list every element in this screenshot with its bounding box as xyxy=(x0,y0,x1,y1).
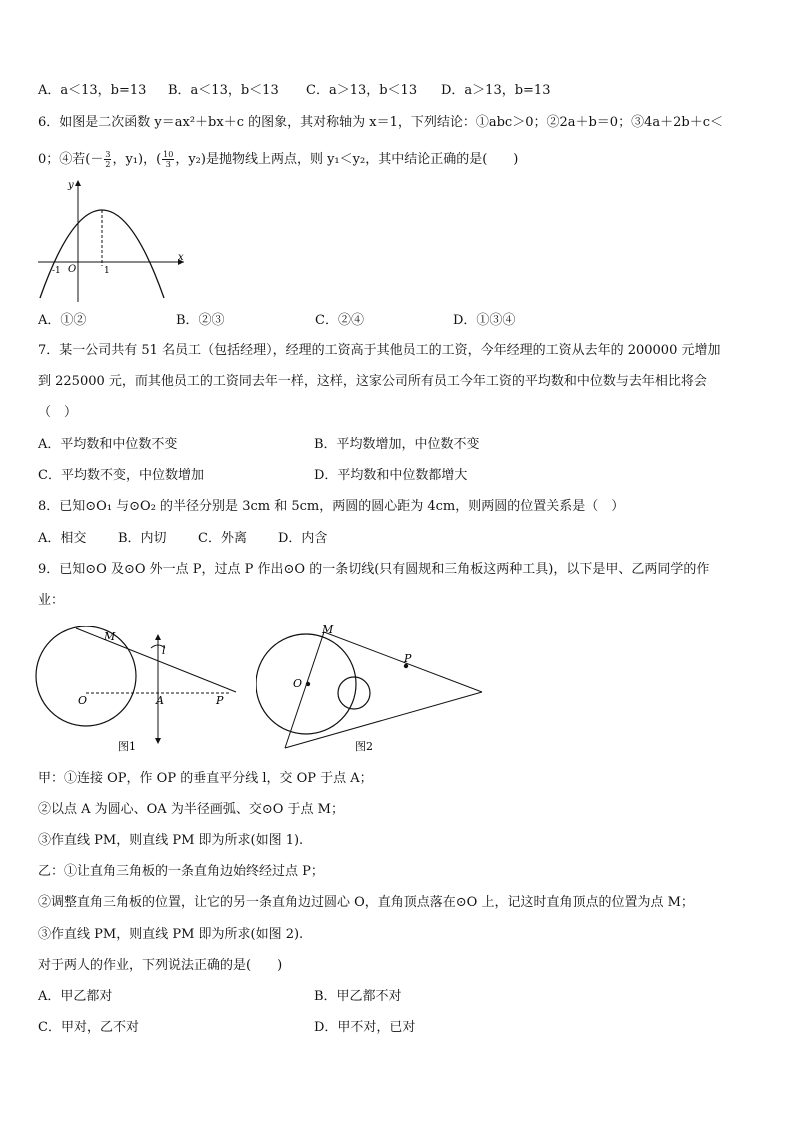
q7-stem-line3: （ ） xyxy=(38,405,78,420)
fig2-label-o: O xyxy=(293,677,303,690)
fig1-label-a: A xyxy=(156,694,164,707)
q6-y-arrow xyxy=(75,180,81,186)
q9-jia-step2: ②以点 A 为圆心、OA 为半径画弧、交⊙O 于点 M； xyxy=(38,802,344,817)
fig1-arrow-up xyxy=(155,634,161,640)
fig1-arrow-down xyxy=(155,738,161,744)
q7-option-b[interactable]: B．平均数增加，中位数不变 xyxy=(314,437,480,452)
q9-figure-1 xyxy=(34,626,240,756)
q8-option-d[interactable]: D．内含 xyxy=(278,531,328,546)
q9-figure-2 xyxy=(256,620,488,756)
q9-option-d[interactable]: D．甲不对，已对 xyxy=(314,1020,416,1035)
q6-stem-line1: 6．如图是二次函数 y＝ax²＋bx＋c 的图象，其对称轴为 x＝1，下列结论：①abc＞0；②2a＋b＝0；③4a＋2b＋c＜ xyxy=(38,115,723,130)
q6-parabola-graph xyxy=(34,176,190,306)
q6-fraction-1-den: 2 xyxy=(105,160,111,169)
q9-option-c[interactable]: C．甲对，乙不对 xyxy=(38,1020,139,1035)
q9-yi-step1: 乙：①让直角三角板的一条直角边始终经过点 P； xyxy=(38,864,324,879)
q6-stem-line2-a: 0；④若(－ xyxy=(38,152,104,167)
q8-option-a[interactable]: A．相交 xyxy=(38,531,87,546)
q9-jia-step3: ③作直线 PM，则直线 PM 即为所求(如图 1). xyxy=(38,833,304,848)
q8-option-c[interactable]: C．外离 xyxy=(198,531,247,546)
q6-origin-label: O xyxy=(68,264,77,275)
fig2-line-mp xyxy=(324,632,482,692)
q6-option-d[interactable]: D．①③④ xyxy=(453,313,516,328)
q6-tick-neg1: -1 xyxy=(52,266,61,276)
fig2-label-m: M xyxy=(322,623,334,636)
q7-stem-line1: 7．某一公司共有 51 名员工（包括经理），经理的工资高于其他员工的工资，今年经理的工资从去年的 200000 元增加 xyxy=(38,343,721,358)
q6-fraction-1 xyxy=(104,150,111,169)
q9-jia-step1: 甲：①连接 OP，作 OP 的垂直平分线 l，交 OP 于点 A； xyxy=(38,771,373,786)
fig2-point-o xyxy=(306,682,310,686)
q6-fraction-2 xyxy=(162,150,174,169)
fig2-circle-small xyxy=(338,677,370,709)
q6-fraction-1-num: 3 xyxy=(105,150,111,159)
q7-option-a[interactable]: A．平均数和中位数不变 xyxy=(38,437,178,452)
q8-stem: 8．已知⊙O₁ 与⊙O₂ 的半径分别是 3cm 和 5cm，两圆的圆心距为 4cm，则两圆的位置关系是（ ） xyxy=(38,499,625,514)
fig1-circle xyxy=(36,626,136,726)
q6-y-label: y xyxy=(68,180,74,191)
q7-option-c[interactable]: C．平均数不变，中位数增加 xyxy=(38,468,204,483)
q5-option-b[interactable]: B．a＜13，b＜13 xyxy=(168,83,279,98)
q6-fraction-2-num: 10 xyxy=(163,150,174,159)
q6-option-c[interactable]: C．②④ xyxy=(315,313,364,328)
q6-option-a[interactable]: A．①② xyxy=(38,313,87,328)
q5-option-a[interactable]: A．a＜13，b=13 xyxy=(38,83,147,98)
q6-x-label: x xyxy=(178,252,184,263)
fig1-label-o: O xyxy=(78,694,88,707)
q9-option-a[interactable]: A．甲乙都对 xyxy=(38,989,113,1004)
fig1-label-m: M xyxy=(104,630,116,643)
q9-stem-line2: 业： xyxy=(38,593,65,608)
q7-option-d[interactable]: D．平均数和中位数都增大 xyxy=(314,468,468,483)
fig2-line-bottom xyxy=(285,692,482,748)
q6-fraction-2-den: 3 xyxy=(165,160,171,169)
q5-option-d[interactable]: D．a＞13，b=13 xyxy=(441,83,551,98)
q7-stem-line2: 到 225000 元，而其他员工的工资同去年一样，这样，这家公司所有员工今年工资的平均数和中位数与去年相比将会 xyxy=(38,374,707,389)
q9-yi-step3: ③作直线 PM，则直线 PM 即为所求(如图 2). xyxy=(38,927,304,942)
q9-option-b[interactable]: B．甲乙都不对 xyxy=(314,989,402,1004)
fig1-label-p: P xyxy=(216,694,224,707)
fig1-tangent-line xyxy=(76,628,236,692)
fig2-label-p: P xyxy=(404,652,412,665)
fig2-line-diameter xyxy=(285,632,324,748)
fig1-caption: 图1 xyxy=(118,740,136,753)
q8-option-b[interactable]: B．内切 xyxy=(118,531,167,546)
q6-option-b[interactable]: B．②③ xyxy=(176,313,225,328)
q9-stem-line1: 9．已知⊙O 及⊙O 外一点 P，过点 P 作出⊙O 的一条切线(只有圆规和三角板这两种工具)，以下是甲、乙两同学的作 xyxy=(38,562,710,577)
q5-option-c[interactable]: C．a＞13，b＜13 xyxy=(306,83,418,98)
q6-stem-line2 xyxy=(38,150,518,169)
q6-tick-1: 1 xyxy=(104,266,110,276)
q6-stem-line2-c: ，y₂)是抛物线上两点，则 y₁＜y₂，其中结论正确的是( ) xyxy=(175,152,519,167)
q9-yi-step2: ②调整直角三角板的位置，让它的另一条直角边过圆心 O，直角顶点落在⊙O 上，记这时直角顶点的位置为点 M； xyxy=(38,895,694,910)
fig1-label-l: l xyxy=(162,644,166,657)
q9-question: 对于两人的作业，下列说法正确的是( ) xyxy=(38,958,283,973)
q6-parabola xyxy=(40,210,164,298)
fig2-caption: 图2 xyxy=(355,740,373,753)
q6-stem-line2-b: ，y₁)，( xyxy=(112,152,162,167)
